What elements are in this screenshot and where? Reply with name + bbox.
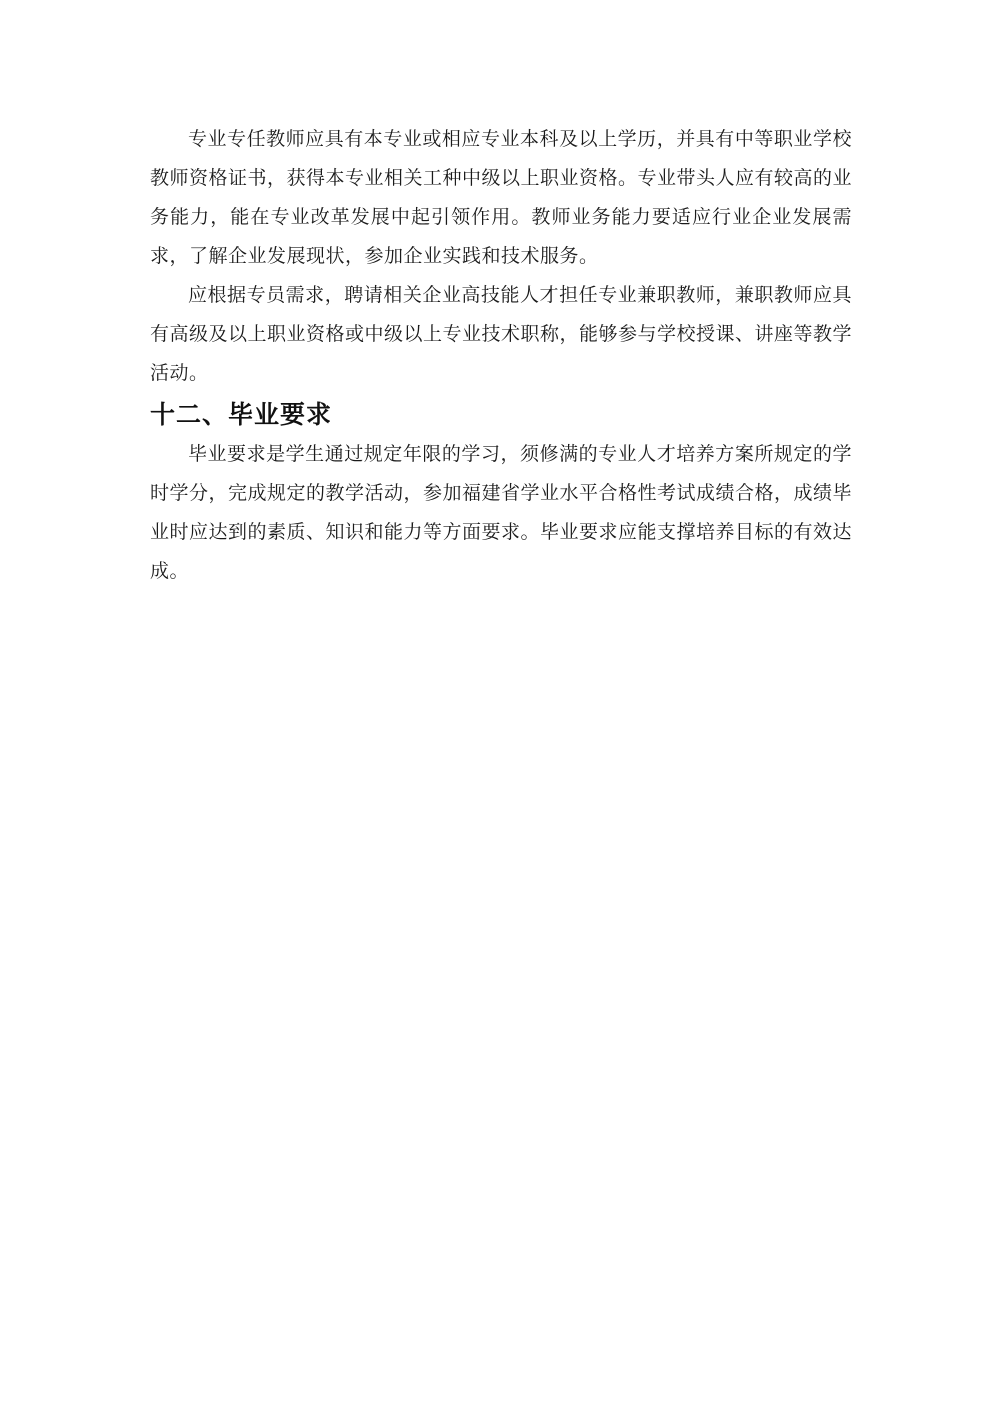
graduation-requirements-paragraph: 毕业要求是学生通过规定年限的学习，须修满的专业人才培养方案所规定的学时学分，完成规定的教学活动，参加福建省学业水平合格性考试成绩合格，成绩毕业时应达到的素质、知识和能力等方面要求。毕业要求应能支撑培养目标的有效达成。: [150, 443, 853, 582]
section-heading-graduation-requirements: 十二、毕业要求: [150, 400, 333, 429]
part-time-teacher-paragraph: 应根据专员需求，聘请相关企业高技能人才担任专业兼职教师，兼职教师应具有高级及以上职业资格或中级以上专业技术职称，能够参与学校授课、讲座等教学活动。: [150, 284, 853, 384]
teacher-qualification-paragraph: 专业专任教师应具有本专业或相应专业本科及以上学历，并具有中等职业学校教师资格证书，获得本专业相关工种中级以上职业资格。专业带头人应有较高的业务能力，能在专业改革发展中起引领作用。教师业务能力要适应行业企业发展需求，了解企业发展现状，参加企业实践和技术服务。: [150, 128, 853, 267]
page-content: [150, 120, 852, 591]
